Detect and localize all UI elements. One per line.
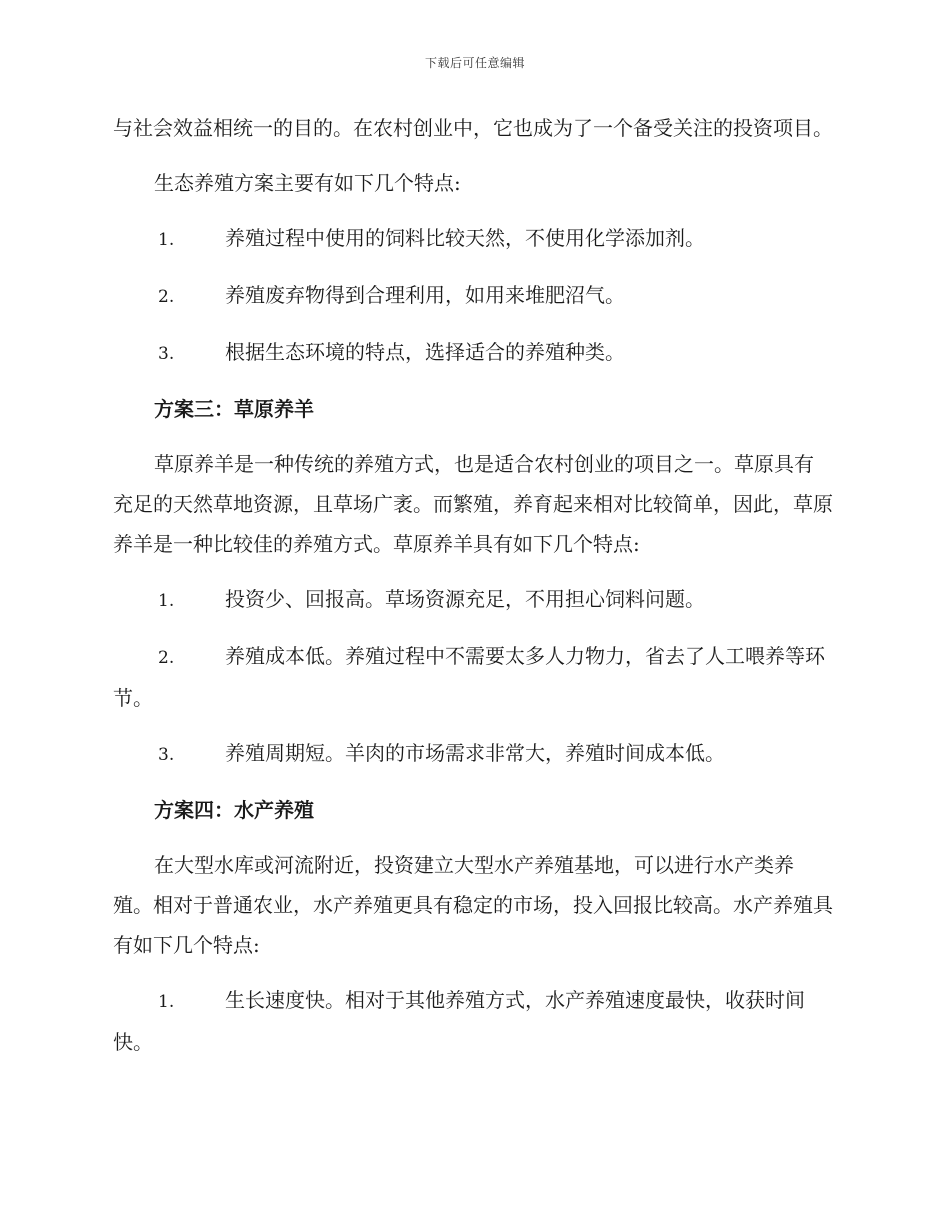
list-text: 养殖废弃物得到合理利用，如用来堆肥沼气。	[225, 283, 625, 307]
list-item	[113, 733, 833, 775]
list-number: 3.	[158, 344, 175, 364]
paragraph: 生态养殖方案主要有如下几个特点:	[154, 171, 461, 195]
page-header: 下载后可任意编辑	[424, 56, 525, 70]
list-item	[113, 980, 833, 1062]
list-text: 养殖成本低。养殖过程中不需要太多人力物力，省去了人工喂养等环节。	[113, 644, 825, 710]
list-item	[113, 579, 833, 621]
paragraph: 草原养羊是一种传统的养殖方式，也是适合农村创业的项目之一。草原具有充足的天然草地资源，且草场广袤。而繁殖，养育起来相对比较简单，因此，草原养羊是一种比较佳的养殖方式。草原养羊具有如下几个特点:	[113, 452, 833, 556]
list-number: 1.	[158, 992, 175, 1012]
list-text: 生长速度快。相对于其他养殖方式，水产养殖速度最快，收获时间快。	[113, 988, 805, 1054]
list-number: 2.	[158, 287, 175, 307]
section-heading: 方案四：水产养殖	[154, 798, 314, 822]
list-number: 3.	[158, 745, 175, 765]
list-item	[113, 332, 833, 374]
list-text: 养殖过程中使用的饲料比较天然，不使用化学添加剂。	[225, 226, 705, 250]
list-item	[113, 636, 833, 718]
section-heading: 方案三：草原养羊	[154, 397, 314, 421]
document-body	[113, 108, 833, 1077]
list-item	[113, 218, 833, 260]
paragraph: 与社会效益相统一的目的。在农村创业中，它也成为了一个备受关注的投资项目。	[113, 116, 833, 140]
list-text: 投资少、回报高。草场资源充足，不用担心饲料问题。	[225, 587, 705, 611]
list-number: 2.	[158, 648, 175, 668]
list-item	[113, 275, 833, 317]
list-text: 根据生态环境的特点，选择适合的养殖种类。	[225, 340, 625, 364]
paragraph: 在大型水库或河流附近，投资建立大型水产养殖基地，可以进行水产类养殖。相对于普通农业，水产养殖更具有稳定的市场，投入回报比较高。水产养殖具有如下几个特点:	[113, 853, 833, 957]
list-number: 1.	[158, 230, 175, 250]
list-text: 养殖周期短。羊肉的市场需求非常大，养殖时间成本低。	[225, 741, 725, 765]
list-number: 1.	[158, 591, 175, 611]
